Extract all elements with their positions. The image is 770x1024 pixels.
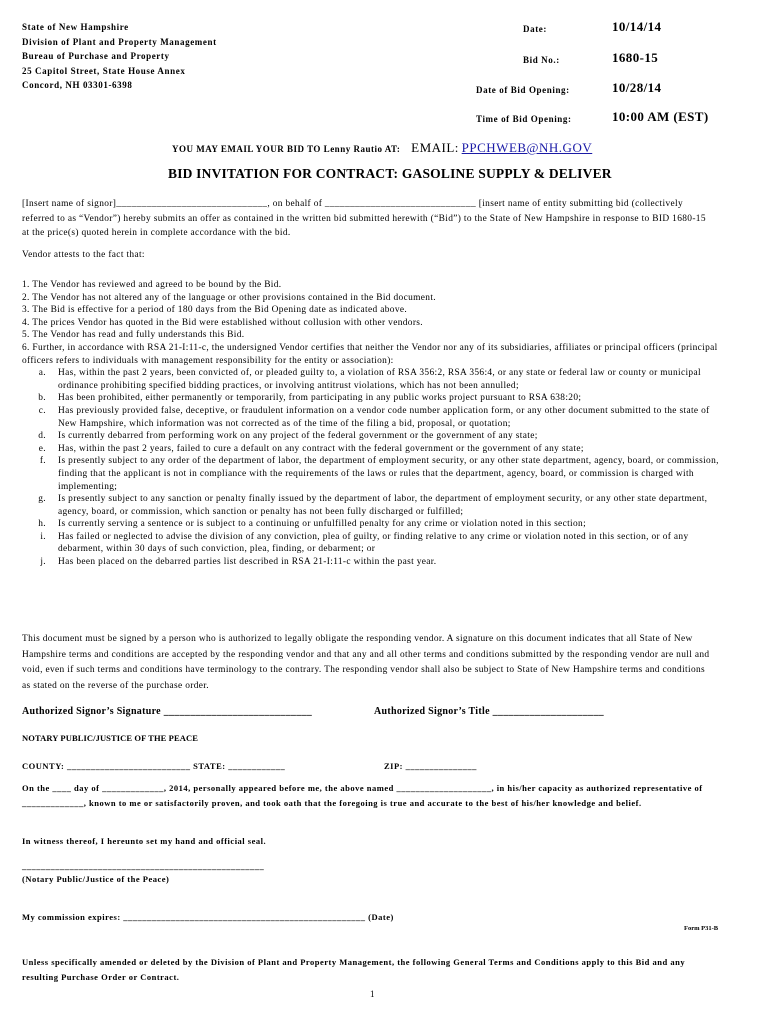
bid-number-label: Bid No.: bbox=[523, 55, 560, 65]
list-item: 3. The Bid is effective for a period of 180 days from the Bid Opening date as indicated above. bbox=[22, 305, 408, 316]
address-line: Bureau of Purchase and Property bbox=[22, 51, 170, 61]
sub-item: j. Has been placed on the debarred parties list described in RSA 21-I:11-c within the past year. bbox=[40, 557, 437, 568]
sub-item: e. Has, within the past 2 years, failed to cure a default on any contract with the federal government or the government of any state; bbox=[38, 443, 584, 454]
sub-item: a. Has, within the past 2 years, been convicted of, or pleaded guilty to, a violation of RSA 356:2, RSA 356:4, or any state or federal law or county or municipal ordinance prohibiting specified bidding practices, or involving antitrust violations, which has not been annulled; bbox=[38, 368, 701, 391]
list-item: 6. Further, in accordance with RSA 21-I:11-c, the undersigned Vendor certifies that neither the Vendor nor any of its subsidiaries, affiliates or principal officers (principal officers refers to individuals with management responsibility for the entity or association): bbox=[22, 342, 718, 366]
attests-line: Vendor attests to the fact that: bbox=[22, 250, 145, 260]
list-item: 2. The Vendor has not altered any of the language or other provisions contained in the Bid document. bbox=[22, 292, 436, 303]
list-item: 1. The Vendor has reviewed and agreed to be bound by the Bid. bbox=[22, 280, 282, 290]
signature-field[interactable]: Authorized Signor’s Signature ____________________________ bbox=[22, 706, 313, 717]
address-line: 25 Capitol Street, State House Annex bbox=[22, 65, 186, 76]
sub-item: i. Has failed or neglected to advise the division of any conviction, plea of guilty, or finding relative to any crime or violation noted in this section, or of any debarment, within 30 days of such conviction, plea, finding, or debarment; or bbox=[40, 531, 689, 555]
sub-item: d. Is currently debarred from performing work on any project of the federal government or the government of any state; bbox=[38, 431, 538, 442]
certification-list bbox=[22, 279, 722, 569]
bid-opening-date-value: 10/28/14 bbox=[612, 80, 662, 95]
date-value: 10/14/14 bbox=[612, 19, 662, 34]
email-instruction bbox=[172, 140, 592, 156]
list-item: 5. The Vendor has read and fully understands this Bid. bbox=[22, 330, 245, 341]
bid-opening-time-label: Time of Bid Opening: bbox=[476, 114, 572, 124]
intro-paragraph: [Insert name of signor]______________________________, on behalf of ______________________________ [insert name of entity submitting bid (collectively referred to as “Vendor”) hereby submits an offer as contained in the written bid submitted herewith (“Bid”) to the State of New Hampshire in response to BID 1680-15 at the price(s) quoted herein in complete accordance with the bid. bbox=[22, 199, 706, 238]
bid-opening-date-label: Date of Bid Opening: bbox=[476, 85, 570, 95]
page-number: 1 bbox=[370, 989, 375, 999]
email-link[interactable]: PPCHWEB@NH.GOV bbox=[461, 140, 593, 155]
signing-paragraph: This document must be signed by a person who is authorized to legally obligate the responding vendor. A signature on this document indicates that all State of New Hampshire terms and conditions are accepted by the responding vendor and that any and all other terms and conditions submitted by the responding vendor are null and void, even if such terms and conditions have terminology to the contrary. The responding vendor shall also be subject to State of New Hampshire terms and conditions as stated on the reverse of the purchase order. bbox=[22, 634, 710, 691]
notary-signature-caption: (Notary Public/Justice of the Peace) bbox=[22, 874, 170, 884]
sub-item: f. Is presently subject to any order of the department of labor, the department of employment security, or any other state department, agency, board, or commission, finding that the applicant is not in compliance with the requirements of the laws or rules that the department, agency, board, or commission is charged with implementing; bbox=[39, 456, 719, 492]
address-line: Division of Plant and Property Management bbox=[22, 36, 217, 47]
notary-statement: On the ____ day of _____________, 2014, personally appeared before me, the above named ____________________, in his/her capacity as authorized representative of _____________, known to me or satisfactorily proven, and took oath that the foregoing is true and accurate to the best of his/her knowledge and belief. bbox=[22, 783, 703, 808]
witness-statement: In witness thereof, I hereunto set my hand and official seal. bbox=[22, 836, 267, 846]
county-state-field[interactable]: COUNTY: __________________________ STATE: ____________ bbox=[22, 761, 286, 771]
sub-item: b. Has been prohibited, either permanently or temporarily, from participating in any public works project pursuant to RSA 638:20; bbox=[38, 393, 582, 404]
bid-number-value: 1680-15 bbox=[612, 50, 659, 65]
date-label: Date: bbox=[523, 24, 547, 34]
sub-item: c. Has previously provided false, deceptive, or fraudulent information on a vendor code number application form, or any other document submitted to the state of New Hampshire, which information was not corrected as of the time of the filing a bid, proposal, or quotation; bbox=[38, 405, 710, 429]
sub-item: g. Is presently subject to any sanction or penalty finally issued by the department of labor, the department of employment security, or any other state department, agency, board, or commission, which sanction or penalty has not been fully discharged or fulfilled; bbox=[38, 494, 708, 517]
agency-address bbox=[22, 20, 217, 93]
email-label: EMAIL: bbox=[411, 140, 459, 155]
address-line: State of New Hampshire bbox=[22, 22, 129, 32]
bid-title: BID INVITATION FOR CONTRACT: GASOLINE SUPPLY & DELIVER bbox=[168, 166, 612, 181]
address-line: Concord, NH 03301-6398 bbox=[22, 80, 133, 90]
sub-item: h. Is currently serving a sentence or is subject to a continuing or unfulfilled penalty for any crime or violation noted in this section; bbox=[38, 519, 587, 530]
list-item: 4. The prices Vendor has quoted in the Bid were established without collusion with other vendors. bbox=[22, 317, 423, 328]
zip-field[interactable]: ZIP: _______________ bbox=[384, 761, 477, 771]
terms-note: Unless specifically amended or deleted by the Division of Plant and Property Management, the following General Terms and Conditions apply to this Bid and any resulting Purchase Order or Contract. bbox=[22, 957, 686, 982]
commission-expires-field[interactable]: My commission expires: ___________________________________________________ (Date) bbox=[22, 912, 394, 922]
bid-opening-time-value: 10:00 AM (EST) bbox=[612, 109, 709, 124]
signor-title-field[interactable]: Authorized Signor’s Title _____________________ bbox=[374, 706, 604, 717]
email-prefix: YOU MAY EMAIL YOUR BID TO Lenny Rautio AT: bbox=[172, 144, 401, 154]
notary-signature-line[interactable]: ___________________________________________________ bbox=[22, 861, 265, 871]
form-id: Form P31-B bbox=[684, 925, 719, 932]
notary-heading: NOTARY PUBLIC/JUSTICE OF THE PEACE bbox=[22, 733, 198, 743]
